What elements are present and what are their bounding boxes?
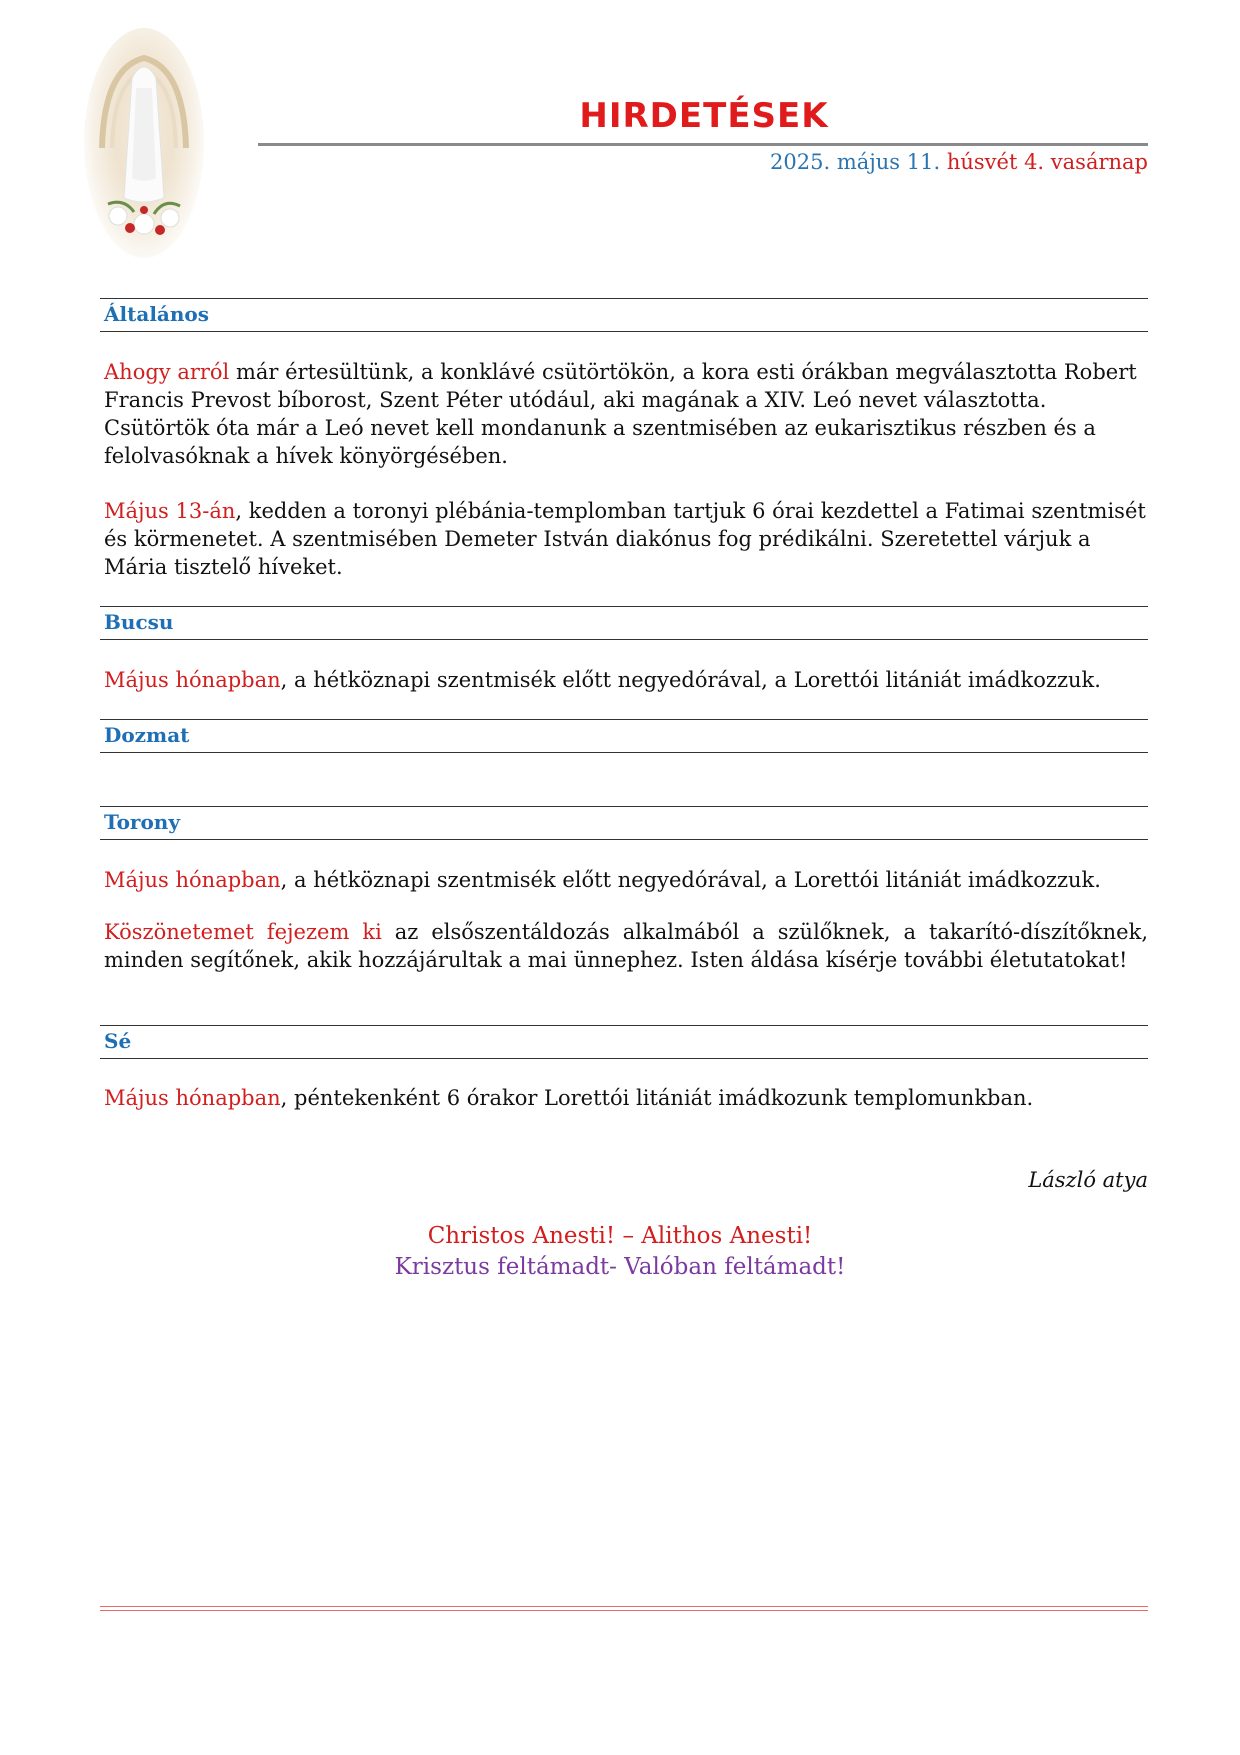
closing-response: Krisztus feltámadt- Valóban feltámadt! <box>394 1254 846 1280</box>
paragraph-text: , kedden a toronyi plébánia-templomban tartjuk 6 órai kezdettel a Fatimai szentmisét és körmenetet. A szentmisében Demeter István diakónus fog prédikálni. Szeretettel várjuk a Mária tisztelő híveket. <box>104 499 1146 579</box>
section-header-dozmat <box>100 719 1148 753</box>
paragraph-text: , a hétköznapi szentmisék előtt negyedórával, a Lorettói litániát imádkozzuk. <box>280 668 1101 692</box>
madonna-statue-image <box>84 28 204 258</box>
page-title: HIRDETÉSEK <box>579 96 829 136</box>
paragraph-text: , a hétköznapi szentmisék előtt negyedórával, a Lorettói litániát imádkozzuk. <box>280 868 1101 892</box>
section-header-altalanos <box>100 298 1148 332</box>
paragraph-text: már értesültünk, a konklávé csütörtökön, a kora esti órákban megválasztotta Robert Francis Prevost bíborost, Szent Péter utódául, aki magának a XIV. Leó nevet választotta. Csütörtök óta már a Leó nevet kell mondanunk a szentmisében az eukarisztikus részben és a felolvasóknak a hívek könyörgésében. <box>104 360 1137 468</box>
title-divider <box>258 143 1148 146</box>
section-header-torony <box>100 806 1148 840</box>
announcement-paragraph <box>104 497 1148 581</box>
section-title: Általános <box>104 302 210 326</box>
announcement-paragraph <box>104 918 1148 974</box>
paragraph-lead: Köszönetemet fejezem ki <box>104 920 382 944</box>
paragraph-text: az elsőszentáldozás alkalmából a szülőknek, a takarító-díszítőknek, minden segítőnek, akik hozzájárultak a mai ünnephez. Isten áldása kísérje további életutatokat! <box>104 920 1148 972</box>
announcement-paragraph <box>104 666 1148 694</box>
announcement-paragraph <box>104 866 1148 894</box>
paragraph-text: , péntekenként 6 órakor Lorettói litániát imádkozunk templomunkban. <box>280 1086 1034 1110</box>
footer-divider <box>100 1606 1148 1611</box>
announcement-paragraph <box>104 1084 1148 1112</box>
section-title: Bucsu <box>104 610 174 634</box>
paragraph-lead: Május hónapban <box>104 868 281 892</box>
feast-text: húsvét 4. vasárnap <box>946 150 1148 174</box>
paragraph-lead: Ahogy arról <box>104 360 230 384</box>
section-header-se <box>100 1025 1148 1059</box>
paragraph-lead: Május 13-án <box>104 499 236 523</box>
section-title: Torony <box>104 810 180 834</box>
section-title: Sé <box>104 1029 132 1053</box>
section-header-bucsu <box>100 606 1148 640</box>
date-text: 2025. május 11. <box>770 150 941 174</box>
signature: László atya <box>1028 1168 1148 1192</box>
paragraph-lead: Május hónapban <box>104 1086 281 1110</box>
date-line <box>770 150 1148 174</box>
section-title: Dozmat <box>104 723 190 747</box>
paragraph-lead: Május hónapban <box>104 668 281 692</box>
closing-greeting: Christos Anesti! – Alithos Anesti! <box>427 1223 813 1249</box>
announcement-paragraph <box>104 358 1148 470</box>
